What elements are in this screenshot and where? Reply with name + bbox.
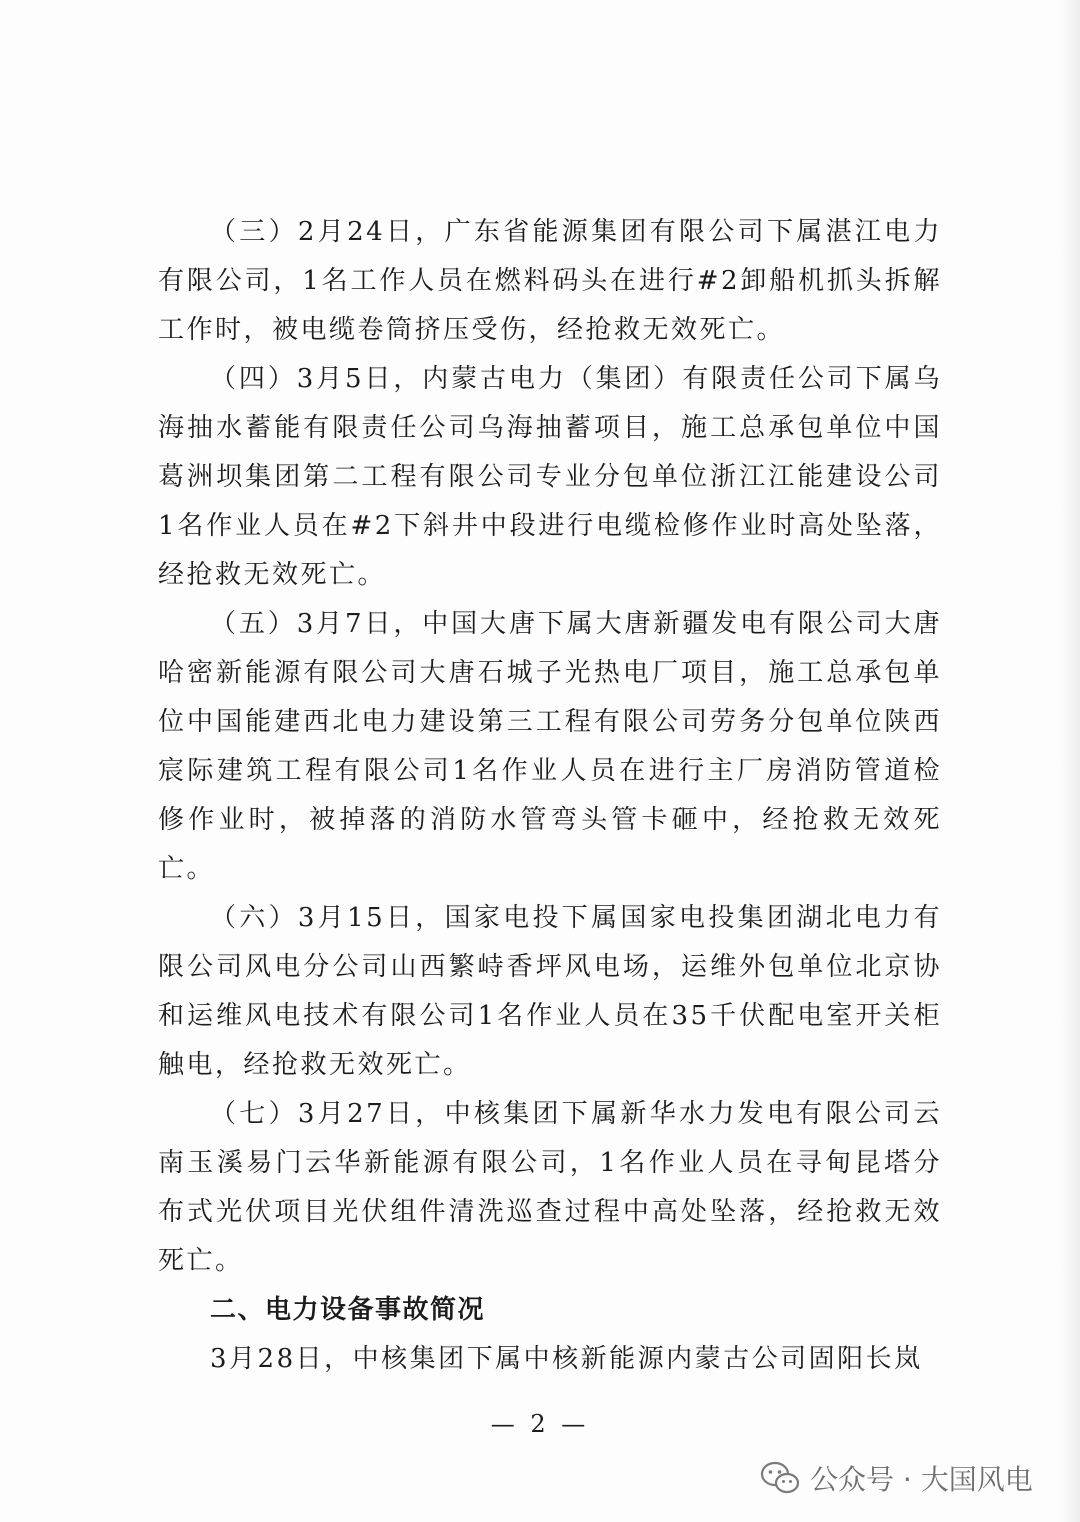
page-edge-shadow [1058,0,1080,1522]
wechat-icon [760,1461,800,1495]
section-paragraph: 3月28日，中核集团下属中核新能源内蒙古公司固阳长岚 [210,1344,923,1374]
paragraph-4: （四）3月5日，内蒙古电力（集团）有限责任公司下属乌海抽水蓄能有限责任公司乌海抽蓄项目，施工总承包单位中国葛洲坝集团第二工程有限公司专业分包单位浙江江能建设公司1名作业人员在#2下斜井中段进行电缆检修作业时高处坠落，经抢救无效死亡。 [158,364,942,590]
paragraph-5: （五）3月7日，中国大唐下属大唐新疆发电有限公司大唐哈密新能源有限公司大唐石城子光热电厂项目，施工总承包单位中国能建西北电力建设第三工程有限公司劳务分包单位陕西宸际建筑工程有限公司1名作业人员在进行主厂房消防管道检修作业时，被掉落的消防水管弯头管卡砸中，经抢救无效死亡。 [158,609,942,884]
page-number: — 2 — [490,1410,590,1438]
document-body [158,208,942,1384]
paragraph-6: （六）3月15日，国家电投下属国家电投集团湖北电力有限公司风电分公司山西繁峙香坪风电场，运维外包单位北京协和运维风电技术有限公司1名作业人员在35千伏配电室开关柜触电，经抢救无效死亡。 [158,903,942,1080]
section-heading: 二、电力设备事故简况 [210,1295,486,1325]
paragraph-7: （七）3月27日，中核集团下属新华水力发电有限公司云南玉溪易门云华新能源有限公司，1名作业人员在寻甸昆塔分布式光伏项目光伏组件清洗巡查过程中高处坠落，经抢救无效死亡。 [158,1099,942,1276]
paragraph-3: （三）2月24日，广东省能源集团有限公司下属湛江电力有限公司，1名工作人员在燃料码头在进行#2卸船机抓头拆解工作时，被电缆卷筒挤压受伤，经抢救无效死亡。 [158,217,942,345]
watermark-text: 公众号 · 大国风电 [810,1463,1033,1496]
watermark [760,1458,1033,1498]
